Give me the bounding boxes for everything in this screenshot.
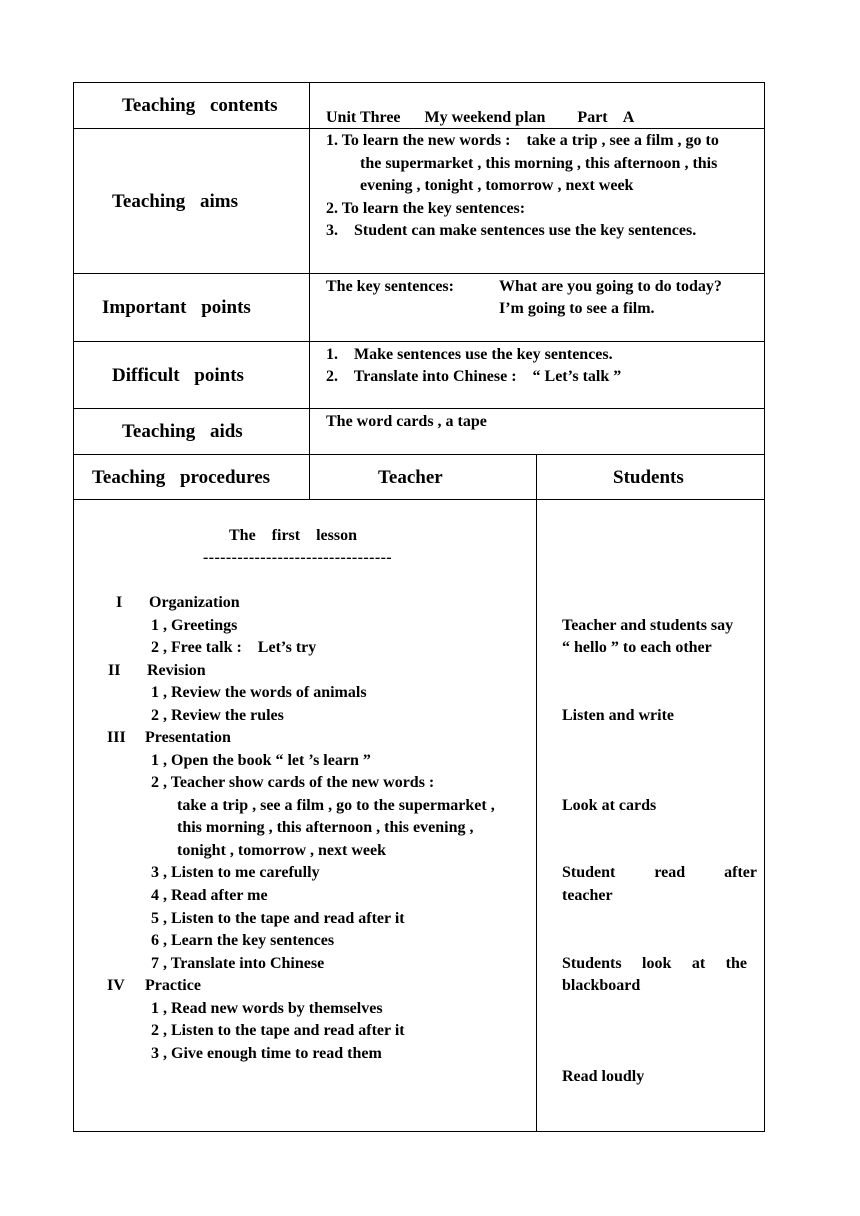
procedure-item: 2 , Listen to the tape and read after it [151,1022,405,1039]
student-activity: Listen and write [562,707,674,724]
procedure-item: 2 , Free talk : Let’s try [151,639,317,656]
students-header: Students [613,467,684,488]
row-divider [73,454,765,455]
row-divider [73,408,765,409]
student-activity: Teacher and students say [562,617,734,634]
label-column-divider [309,82,310,500]
teaching-aids-value: The word cards , a tape [326,413,487,430]
student-activity-word: the [725,955,747,972]
row-divider [73,341,765,342]
procedure-item: 4 , Read after me [151,887,268,904]
teaching-aids-label: Teaching aids [122,421,243,442]
procedure-item: 2 , Teacher show cards of the new words : [151,774,435,791]
section-number: IV [107,977,125,994]
students-column-divider [536,454,537,1132]
row-divider [73,499,765,500]
table-border-bottom [73,1131,765,1132]
student-activity: teacher [562,887,613,904]
important-points-label: Important points [102,297,251,318]
student-activity-word: read [654,864,686,881]
student-activity: Read loudly [562,1068,645,1085]
section-number: II [108,662,121,679]
difficult-line-2: 2. Translate into Chinese : “ Let’s talk ” [326,368,622,385]
student-activity-word: look [642,955,672,972]
procedure-item: 1 , Review the words of animals [151,684,367,701]
row-divider [73,128,765,129]
section-title-revision: Revision [147,662,206,679]
student-activity: Look at cards [562,797,657,814]
row-divider [73,273,765,274]
aims-line-3: evening , tonight , tomorrow , next week [360,177,634,194]
teacher-header: Teacher [378,467,443,488]
student-activity-justified [562,864,757,882]
procedure-item: 3 , Give enough time to read them [151,1045,382,1062]
procedure-item: 1 , Read new words by themselves [151,1000,383,1017]
table-border-right [764,82,765,1132]
procedure-item-words: take a trip , see a film , go to the supermarket , [177,797,495,814]
aims-line-4: 2. To learn the key sentences: [326,200,526,217]
lesson-title-rule: --------------------------------- [203,549,393,566]
student-activity-word: Student [562,864,616,881]
procedure-item: 1 , Greetings [151,617,238,634]
procedure-item-words: this morning , this afternoon , this evening , [177,819,474,836]
procedure-item-words: tonight , tomorrow , next week [177,842,387,859]
student-activity-word: Students [562,955,622,972]
procedure-item: 5 , Listen to the tape and read after it [151,910,405,927]
aims-line-1: 1. To learn the new words : take a trip , see a film , go to [326,132,719,149]
section-number: III [107,729,126,746]
aims-line-2: the supermarket , this morning , this afternoon , this [360,155,718,172]
lesson-title: The first lesson [229,527,357,544]
aims-line-5: 3. Student can make sentences use the key sentences. [326,222,697,239]
procedures-header: Teaching procedures [92,467,271,488]
procedure-item: 1 , Open the book “ let ’s learn ” [151,752,371,769]
teaching-contents-label: Teaching contents [122,95,278,116]
difficult-points-label: Difficult points [112,365,244,386]
student-activity-justified [562,955,747,973]
teaching-contents-value: Unit Three My weekend plan Part A [326,109,635,126]
procedure-item: 3 , Listen to me carefully [151,864,320,881]
student-activity: “ hello ” to each other [562,639,712,656]
key-sentence-question: What are you going to do today? [499,278,722,295]
key-sentences-prefix: The key sentences: [326,278,454,295]
procedure-item: 7 , Translate into Chinese [151,955,325,972]
key-sentence-answer: I’m going to see a film. [499,300,655,317]
difficult-line-1: 1. Make sentences use the key sentences. [326,346,613,363]
procedure-item: 2 , Review the rules [151,707,284,724]
teaching-aims-label: Teaching aims [112,191,238,212]
section-number: I [116,594,123,611]
student-activity-word: at [691,955,706,972]
student-activity-word: after [724,864,757,881]
table-border-top [73,82,765,83]
table-border-left [73,82,74,1132]
procedure-item: 6 , Learn the key sentences [151,932,335,949]
student-activity: blackboard [562,977,641,994]
section-title-presentation: Presentation [145,729,231,746]
section-title-organization: Organization [149,594,240,611]
section-title-practice: Practice [145,977,201,994]
